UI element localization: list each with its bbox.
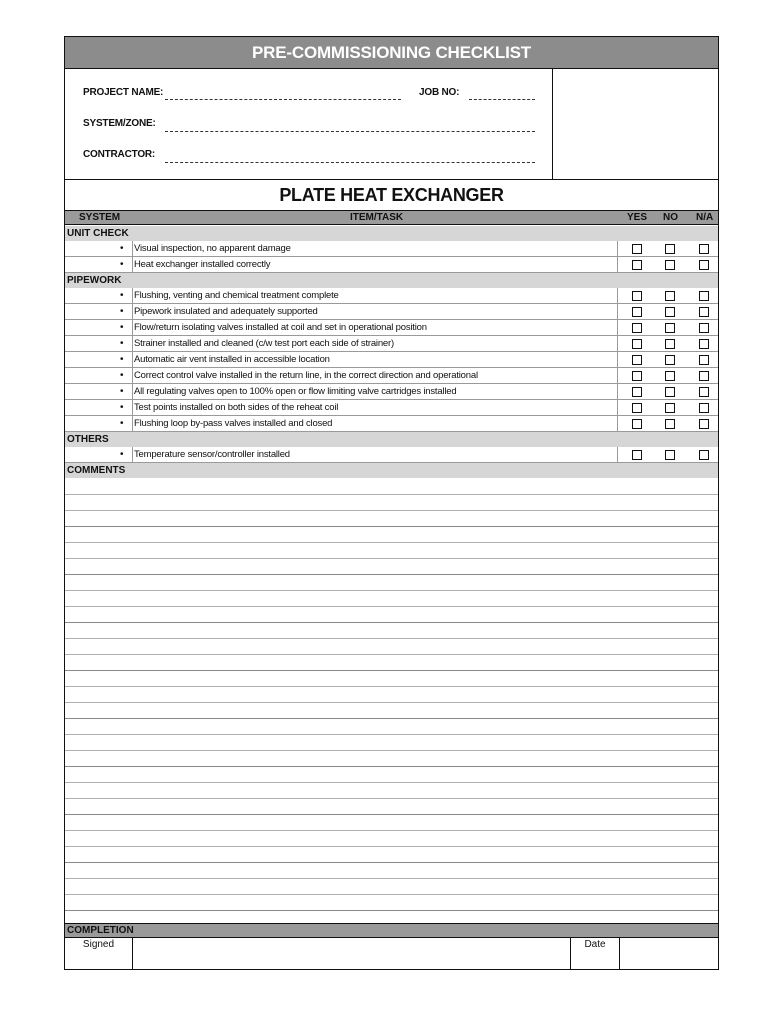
yes-checkbox[interactable] bbox=[632, 403, 642, 413]
bullet-icon: • bbox=[120, 322, 124, 333]
no-checkbox[interactable] bbox=[665, 450, 675, 460]
checklist-row bbox=[65, 288, 718, 304]
no-checkbox[interactable] bbox=[665, 371, 675, 381]
no-checkbox[interactable] bbox=[665, 355, 675, 365]
comments-label: COMMENTS bbox=[65, 463, 718, 478]
task-text: Pipework insulated and adequately supported bbox=[134, 304, 618, 319]
yes-checkbox[interactable] bbox=[632, 307, 642, 317]
na-checkbox[interactable] bbox=[699, 387, 709, 397]
bullet-icon: • bbox=[120, 370, 124, 381]
na-checkbox[interactable] bbox=[699, 371, 709, 381]
group-header: UNIT CHECK bbox=[65, 226, 718, 241]
comment-line bbox=[65, 590, 718, 591]
bullet-icon: • bbox=[120, 290, 124, 301]
comment-line bbox=[65, 878, 718, 879]
no-checkbox[interactable] bbox=[665, 419, 675, 429]
checklist-row bbox=[65, 447, 718, 463]
system-zone-label: SYSTEM/ZONE: bbox=[83, 118, 156, 129]
checklist-row bbox=[65, 400, 718, 416]
task-text: Automatic air vent installed in accessible location bbox=[134, 352, 618, 367]
na-checkbox[interactable] bbox=[699, 291, 709, 301]
na-checkbox[interactable] bbox=[699, 323, 709, 333]
comment-line bbox=[65, 894, 718, 895]
comment-line bbox=[65, 510, 718, 511]
bullet-icon: • bbox=[120, 449, 124, 460]
comment-line bbox=[65, 638, 718, 639]
comment-line bbox=[65, 846, 718, 847]
group-header: PIPEWORK bbox=[65, 273, 718, 288]
comment-line bbox=[65, 494, 718, 495]
bullet-icon: • bbox=[120, 338, 124, 349]
comment-line bbox=[65, 654, 718, 655]
yes-checkbox[interactable] bbox=[632, 355, 642, 365]
project-name-field[interactable] bbox=[165, 99, 401, 100]
task-text: Flushing loop by-pass valves installed and closed bbox=[134, 416, 618, 431]
no-checkbox[interactable] bbox=[665, 260, 675, 270]
comment-line bbox=[65, 798, 718, 799]
col-na: N/A bbox=[696, 212, 714, 223]
na-checkbox[interactable] bbox=[699, 244, 709, 254]
no-checkbox[interactable] bbox=[665, 291, 675, 301]
task-text: Visual inspection, no apparent damage bbox=[134, 241, 618, 256]
date-label: Date bbox=[571, 938, 620, 969]
comment-line bbox=[65, 830, 718, 831]
task-text: Correct control valve installed in the return line, in the correct direction and operational bbox=[134, 368, 618, 383]
completion-label: COMPLETION bbox=[65, 923, 718, 938]
yes-checkbox[interactable] bbox=[632, 291, 642, 301]
completion-row bbox=[65, 938, 718, 969]
col-no: NO bbox=[663, 212, 678, 223]
section-title: PLATE HEAT EXCHANGER bbox=[279, 185, 504, 205]
system-zone-field[interactable] bbox=[165, 131, 535, 132]
checklist-row bbox=[65, 320, 718, 336]
comment-line bbox=[65, 622, 718, 623]
signed-field[interactable] bbox=[133, 938, 571, 969]
no-checkbox[interactable] bbox=[665, 339, 675, 349]
na-checkbox[interactable] bbox=[699, 339, 709, 349]
checklist-row bbox=[65, 336, 718, 352]
checklist-row bbox=[65, 416, 718, 432]
comment-line bbox=[65, 718, 718, 719]
column-header bbox=[65, 210, 718, 225]
yes-checkbox[interactable] bbox=[632, 371, 642, 381]
comment-line bbox=[65, 910, 718, 911]
checklist-row bbox=[65, 257, 718, 273]
yes-checkbox[interactable] bbox=[632, 244, 642, 254]
yes-checkbox[interactable] bbox=[632, 387, 642, 397]
no-checkbox[interactable] bbox=[665, 323, 675, 333]
date-field[interactable] bbox=[620, 938, 718, 969]
project-name-label: PROJECT NAME: bbox=[83, 87, 164, 98]
comment-line bbox=[65, 766, 718, 767]
yes-checkbox[interactable] bbox=[632, 419, 642, 429]
comment-line bbox=[65, 702, 718, 703]
comment-line bbox=[65, 670, 718, 671]
yes-checkbox[interactable] bbox=[632, 260, 642, 270]
task-text: Test points installed on both sides of the reheat coil bbox=[134, 400, 618, 415]
bullet-icon: • bbox=[120, 402, 124, 413]
checklist-row bbox=[65, 368, 718, 384]
comment-line bbox=[65, 782, 718, 783]
page-title: PRE-COMMISSIONING CHECKLIST bbox=[65, 37, 718, 69]
project-info bbox=[65, 69, 718, 180]
group-header: OTHERS bbox=[65, 432, 718, 447]
checklist-row bbox=[65, 304, 718, 320]
na-checkbox[interactable] bbox=[699, 355, 709, 365]
task-text: Strainer installed and cleaned (c/w test port each side of strainer) bbox=[134, 336, 618, 351]
comment-line bbox=[65, 814, 718, 815]
no-checkbox[interactable] bbox=[665, 244, 675, 254]
comment-line bbox=[65, 606, 718, 607]
task-text: Flushing, venting and chemical treatment complete bbox=[134, 288, 618, 303]
checklist-row bbox=[65, 241, 718, 257]
checklist-row bbox=[65, 352, 718, 368]
task-text: Heat exchanger installed correctly bbox=[134, 257, 618, 272]
comment-line bbox=[65, 542, 718, 543]
checklist-row bbox=[65, 384, 718, 400]
contractor-field[interactable] bbox=[165, 162, 535, 163]
na-checkbox[interactable] bbox=[699, 419, 709, 429]
bullet-icon: • bbox=[120, 354, 124, 365]
comment-line bbox=[65, 862, 718, 863]
na-checkbox[interactable] bbox=[699, 450, 709, 460]
yes-checkbox[interactable] bbox=[632, 450, 642, 460]
comment-line bbox=[65, 750, 718, 751]
no-checkbox[interactable] bbox=[665, 387, 675, 397]
task-text: All regulating valves open to 100% open or flow limiting valve cartridges installed bbox=[134, 384, 618, 399]
bullet-icon: • bbox=[120, 306, 124, 317]
col-yes: YES bbox=[627, 212, 648, 223]
bullet-icon: • bbox=[120, 418, 124, 429]
col-system: SYSTEM bbox=[79, 212, 121, 223]
signed-label: Signed bbox=[65, 938, 133, 969]
bullet-icon: • bbox=[120, 386, 124, 397]
na-checkbox[interactable] bbox=[699, 403, 709, 413]
na-checkbox[interactable] bbox=[699, 307, 709, 317]
comment-line bbox=[65, 686, 718, 687]
contractor-label: CONTRACTOR: bbox=[83, 149, 156, 160]
na-checkbox[interactable] bbox=[699, 260, 709, 270]
task-text: Temperature sensor/controller installed bbox=[134, 447, 618, 462]
bullet-icon: • bbox=[120, 243, 124, 254]
job-no-field[interactable] bbox=[469, 99, 535, 100]
no-checkbox[interactable] bbox=[665, 307, 675, 317]
job-no-label: JOB NO: bbox=[419, 87, 460, 98]
yes-checkbox[interactable] bbox=[632, 339, 642, 349]
comment-line bbox=[65, 574, 718, 575]
logo-box bbox=[552, 69, 719, 179]
comment-line bbox=[65, 526, 718, 527]
yes-checkbox[interactable] bbox=[632, 323, 642, 333]
checklist-sheet bbox=[64, 36, 719, 970]
bullet-icon: • bbox=[120, 259, 124, 270]
col-item: ITEM/TASK bbox=[350, 212, 404, 223]
comment-line bbox=[65, 734, 718, 735]
no-checkbox[interactable] bbox=[665, 403, 675, 413]
task-text: Flow/return isolating valves installed at coil and set in operational position bbox=[134, 320, 618, 335]
comment-line bbox=[65, 558, 718, 559]
